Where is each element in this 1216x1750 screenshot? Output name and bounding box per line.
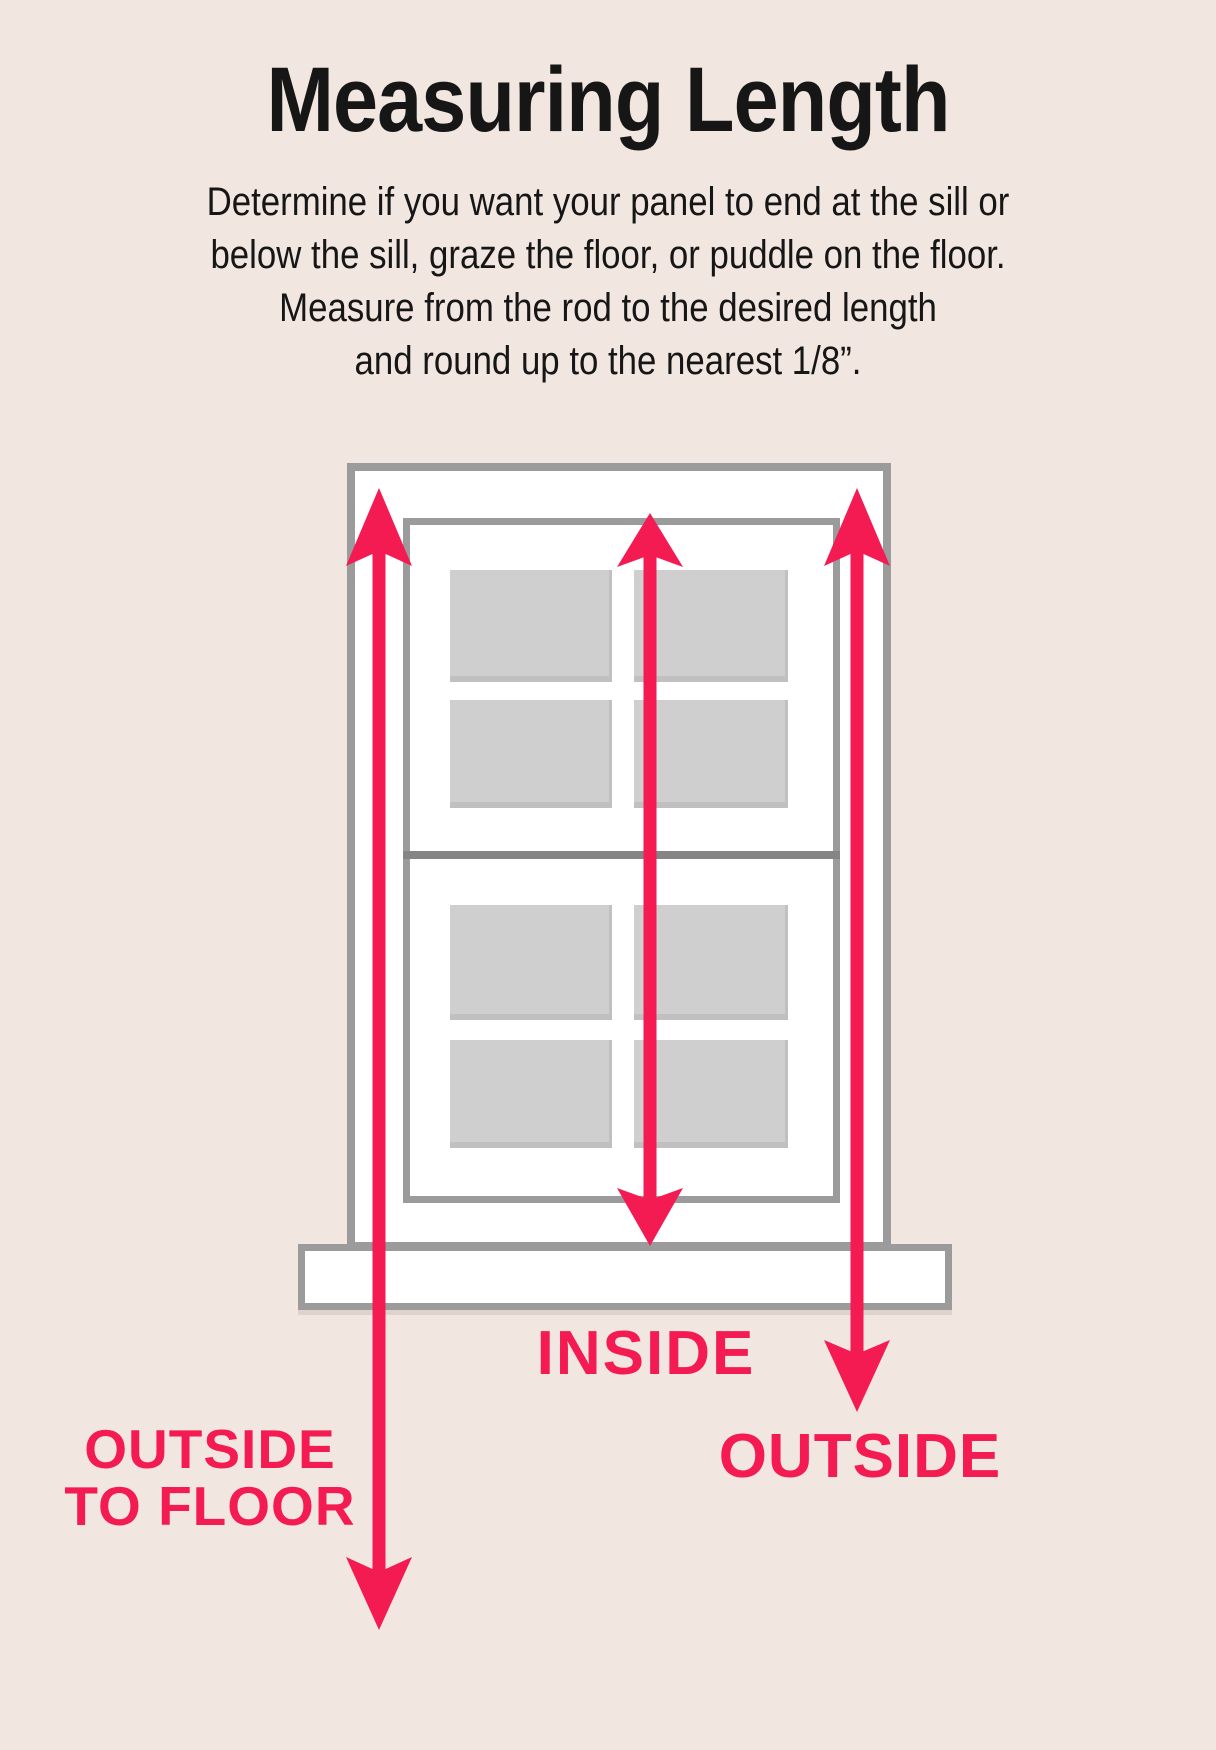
inside-label: INSIDE xyxy=(536,1319,756,1388)
page-title: Measuring Length xyxy=(266,49,950,151)
subtitle-line-4: and round up to the nearest 1/8”. xyxy=(354,339,862,383)
subtitle-line-2: below the sill, graze the floor, or puddle on the floor. xyxy=(210,233,1006,277)
inside-arrow xyxy=(617,513,683,1246)
outside-arrow xyxy=(824,488,890,1412)
outside-to-floor-line2: TO FLOOR xyxy=(64,1475,356,1537)
outside-to-floor-label xyxy=(10,1418,410,1537)
arrow-shaft xyxy=(644,548,657,1208)
outside-label: OUTSIDE xyxy=(718,1422,1002,1491)
subtitle-line-1: Determine if you want your panel to end at the sill or xyxy=(206,180,1010,224)
arrow-shaft xyxy=(851,540,864,1365)
outside-to-floor-line1: OUTSIDE xyxy=(84,1418,336,1480)
subtitle-line-3: Measure from the rod to the desired length xyxy=(279,286,937,330)
